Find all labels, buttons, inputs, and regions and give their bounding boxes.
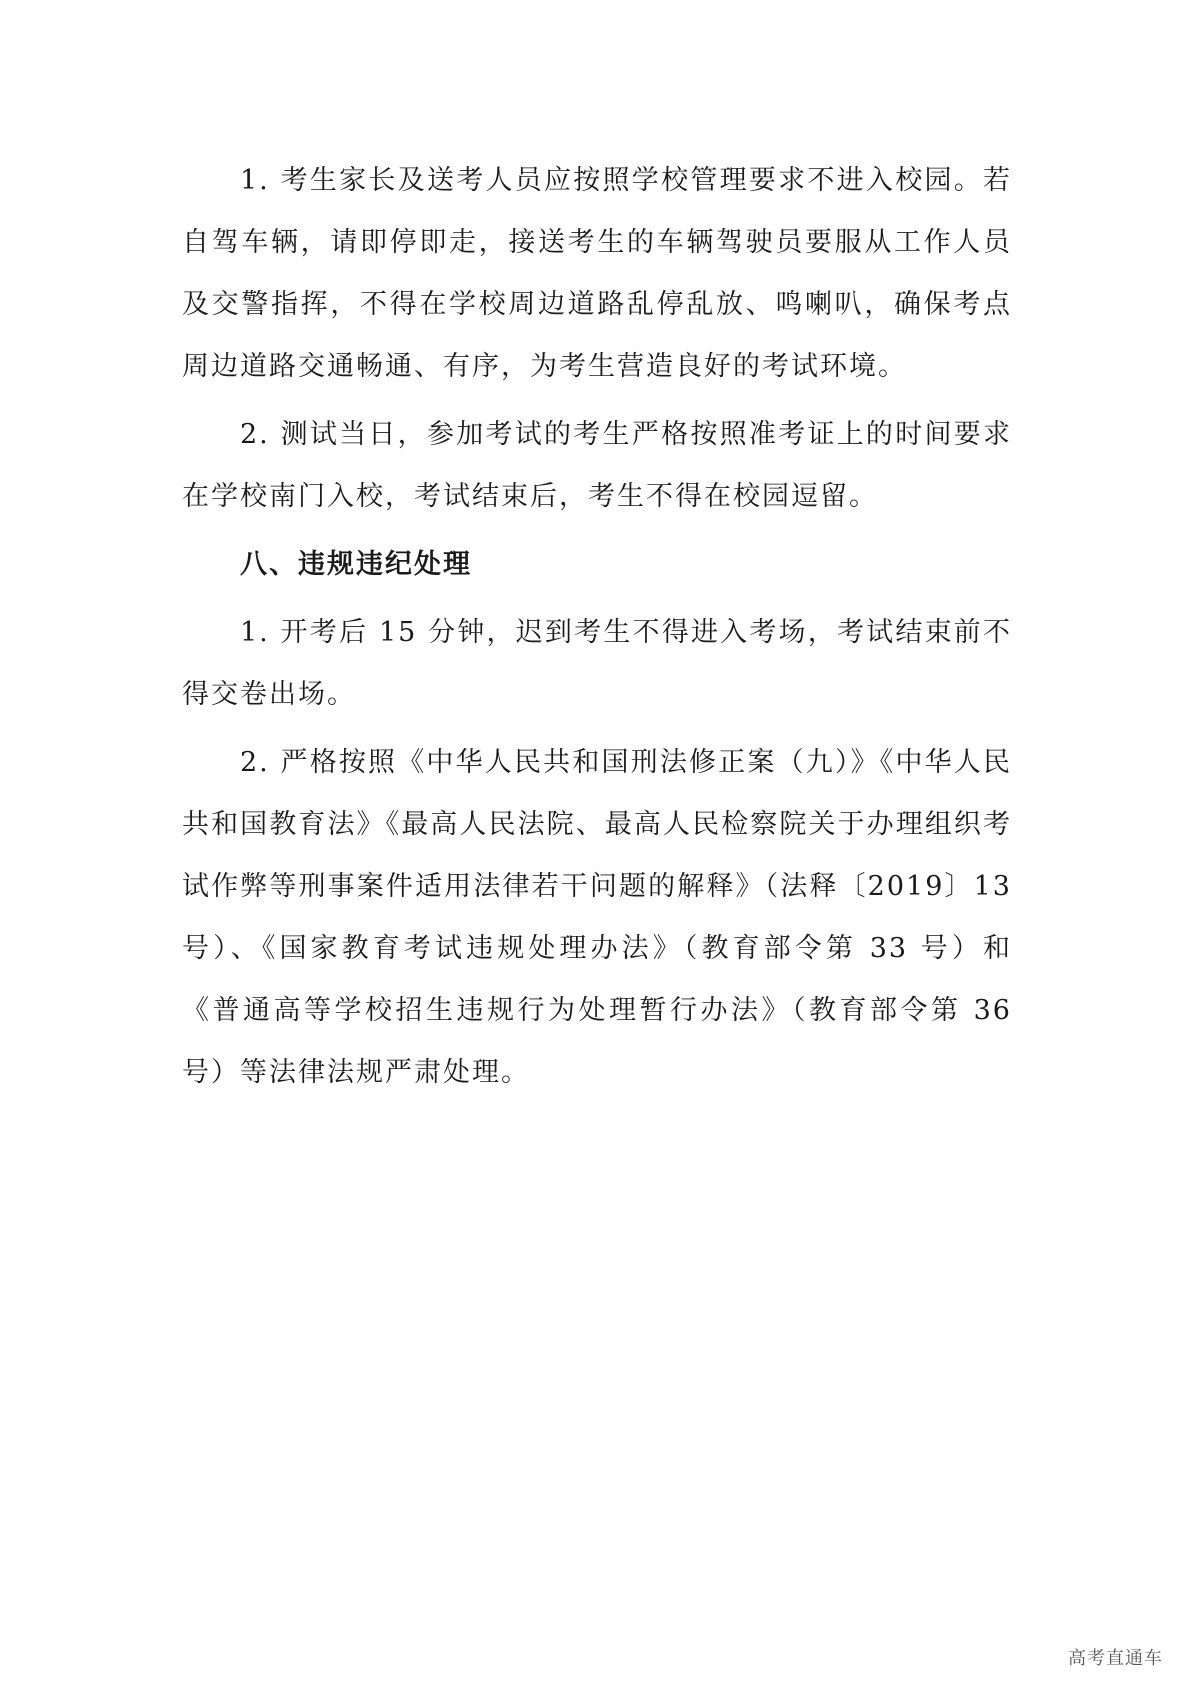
- document-body: [182, 150, 1012, 1110]
- paragraph-legal-handling: 2. 严格按照《中华人民共和国刑法修正案（九）》《中华人民共和国教育法》《最高人民法院、最高人民检察院关于办理组织考试作弊等刑事案件适用法律若干问题的解释》（法释〔2019〕13 号）、《国家教育考试违规处理办法》（教育部令第 33 号）和《普通高等学校招生违规行为处理暂行办法》（教育部令第 36 号）等法律法规严肃处理。: [182, 747, 1012, 1088]
- paragraph-test-day-entry: 2. 测试当日，参加考试的考生严格按照准考证上的时间要求在学校南门入校，考试结束后，考生不得在校园逗留。: [182, 419, 1012, 512]
- paragraph-late-arrival: 1. 开考后 15 分钟，迟到考生不得进入考场，考试结束前不得交卷出场。: [182, 617, 1012, 710]
- paragraph-parents-rules: 1. 考生家长及送考人员应按照学校管理要求不进入校园。若自驾车辆，请即停即走，接送考生的车辆驾驶员要服从工作人员及交警指挥，不得在学校周边道路乱停乱放、鸣喇叭，确保考点周边道路交通畅通、有序，为考生营造良好的考试环境。: [182, 165, 1012, 382]
- section-heading-violations: 八、违规违纪处理: [240, 549, 472, 580]
- watermark-text: 高考直通车: [1068, 1648, 1163, 1669]
